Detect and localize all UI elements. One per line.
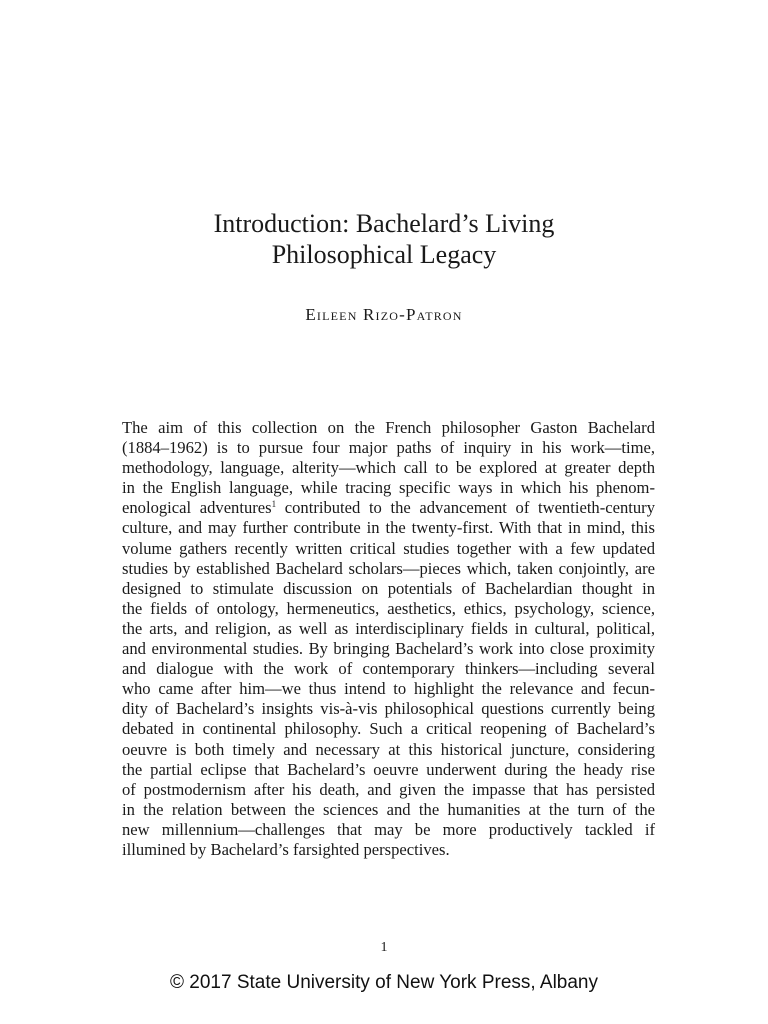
body-line: in the relation between the sciences and the humanities at the turn of the: [122, 799, 655, 819]
body-line: methodology, language, alterity—which call to be explored at greater depth: [122, 458, 655, 478]
body-line: new millennium—challenges that may be more productively tackled if: [122, 819, 655, 839]
body-line: the partial eclipse that Bachelard’s oeuvre underwent during the heady rise: [122, 759, 655, 779]
body-line: the arts, and religion, as well as interdisciplinary fields in cultural, political,: [122, 618, 655, 638]
body-line: The aim of this collection on the French philosopher Gaston Bachelard: [122, 418, 655, 437]
body-line: who came after him—we thus intend to highlight the relevance and fecun-: [122, 679, 655, 699]
body-line: culture, and may further contribute in the twenty-first. With that in mind, this: [122, 518, 655, 538]
body-line: volume gathers recently written critical studies together with a few updated: [122, 538, 655, 558]
footnote-marker[interactable]: 1: [271, 499, 277, 510]
copyright-notice: © 2017 State University of New York Press, Albany: [170, 972, 598, 993]
chapter-title-line-1: Introduction: Bachelard’s Living: [213, 209, 555, 238]
body-line-with-footnote: [122, 498, 655, 518]
body-line: designed to stimulate discussion on potentials of Bachelardian thought in: [122, 578, 655, 598]
body-line: and dialogue with the work of contemporary thinkers—including several: [122, 659, 655, 679]
body-line: in the English language, while tracing specific ways in which his phenom-: [122, 478, 655, 498]
body-line: dity of Bachelard’s insights vis-à-vis philosophical questions currently being: [122, 699, 655, 719]
body-line: of postmodernism after his death, and given the impasse that has persisted: [122, 779, 655, 799]
body-line: and environmental studies. By bringing Bachelard’s work into close proximity: [122, 639, 655, 659]
body-line: debated in continental philosophy. Such a critical reopening of Bachelard’s: [122, 719, 655, 739]
body-line: studies by established Bachelard scholars—pieces which, taken conjointly, are: [122, 558, 655, 578]
body-line: oeuvre is both timely and necessary at this historical juncture, considering: [122, 739, 655, 759]
body-paragraph: [122, 418, 655, 860]
body-line: illumined by Bachelard’s farsighted perspectives.: [122, 839, 450, 859]
chapter-title-line-2: Philosophical Legacy: [271, 240, 497, 269]
body-line-text: enological adventures: [122, 498, 272, 518]
body-line: (1884–1962) is to pursue four major paths of inquiry in his work—time,: [122, 438, 655, 458]
chapter-title: [0, 208, 768, 270]
author-name: Eileen Rizo-Patron: [305, 305, 463, 324]
page-number: 1: [380, 940, 388, 955]
body-line: the fields of ontology, hermeneutics, aesthetics, ethics, psychology, science,: [122, 598, 655, 618]
body-line-text: contributed to the advancement of twentieth-century: [276, 498, 656, 518]
